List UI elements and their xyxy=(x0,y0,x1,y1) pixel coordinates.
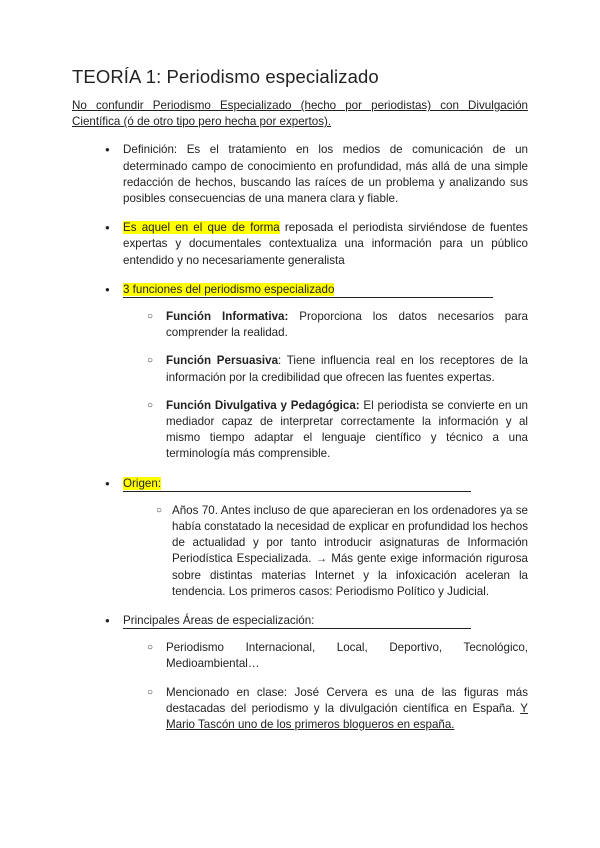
origen-sublist xyxy=(123,503,528,600)
page-title: TEORÍA 1: Periodismo especializado xyxy=(72,66,379,87)
definicion-text: Definición: Es el tratamiento en los medios de comunicación de un determinado campo de conocimiento en profundidad, más allá de una simple redacción de hechos, buscando las raíces de un problema y analizando sus posibles consecuencias de una manera clara y fiable. xyxy=(123,143,528,206)
highlighted-text: Es aquel en el que de forma xyxy=(123,221,280,235)
list-item-funciones xyxy=(72,282,528,463)
main-bullet-list xyxy=(72,142,528,733)
intro-paragraph: No confundir Periodismo Especializado (hecho por periodistas) con Divulgación Científica (ó de otro tipo pero hecha por expertos). xyxy=(72,99,528,129)
list-item-aquel xyxy=(72,220,528,269)
sub-item-mencionado: ○ Mencionado en clase: José Cervera es una de las figuras más destacadas del periodismo y la divulgación científica en España. Y Mario Tascón uno de los primeros blogueros en españa. xyxy=(72,685,528,734)
funciones-heading: 3 funciones del periodismo especializado xyxy=(123,283,493,298)
areas-sublist xyxy=(123,640,528,733)
sub-item-origen: ○ Años 70. Antes incluso de que aparecieran en los ordenadores ya se había constatado la necesidad de explicar en profundidad los hechos de actualidad y por tanto introducir asignaturas de Información Periodística Especializada. → Más gente exige información rigurosa sobre distintas materias Internet y la infoxicación aceleran la tendencia. Los primeros casos: Periodismo Político y Judicial. xyxy=(72,503,528,600)
areas-heading: Principales Áreas de especialización: xyxy=(123,614,471,629)
document-page xyxy=(72,66,528,746)
list-item-origen xyxy=(72,476,528,600)
sub-item-informativa: ○ Función Informativa: Proporciona los datos necesarios para comprender la realidad. xyxy=(72,309,528,341)
origen-heading: Origen: xyxy=(123,477,471,492)
sub-item-areas-list: ○ Periodismo Internacional, Local, Deportivo, Tecnológico, Medioambiental… xyxy=(72,640,528,672)
list-item-definicion xyxy=(72,142,528,207)
list-item-areas xyxy=(72,613,528,733)
sub-item-divulgativa: ○ Función Divulgativa y Pedagógica: El periodista se convierte en un mediador capaz de interpretar correctamente la información y al mismo tiempo adaptar el lenguaje científico y técnico a una terminología más comprensible. xyxy=(72,398,528,463)
sub-item-persuasiva: ○ Función Persuasiva: Tiene influencia real en los receptores de la información por la credibilidad que ofrecen las fuentes expertas. xyxy=(72,353,528,385)
funciones-sublist xyxy=(123,309,528,463)
aquel-text: reposada el periodista sirviéndose de fuentes expertas y documentales contextualiza una información para un público entendido y no necesariamente generalista xyxy=(123,221,528,267)
